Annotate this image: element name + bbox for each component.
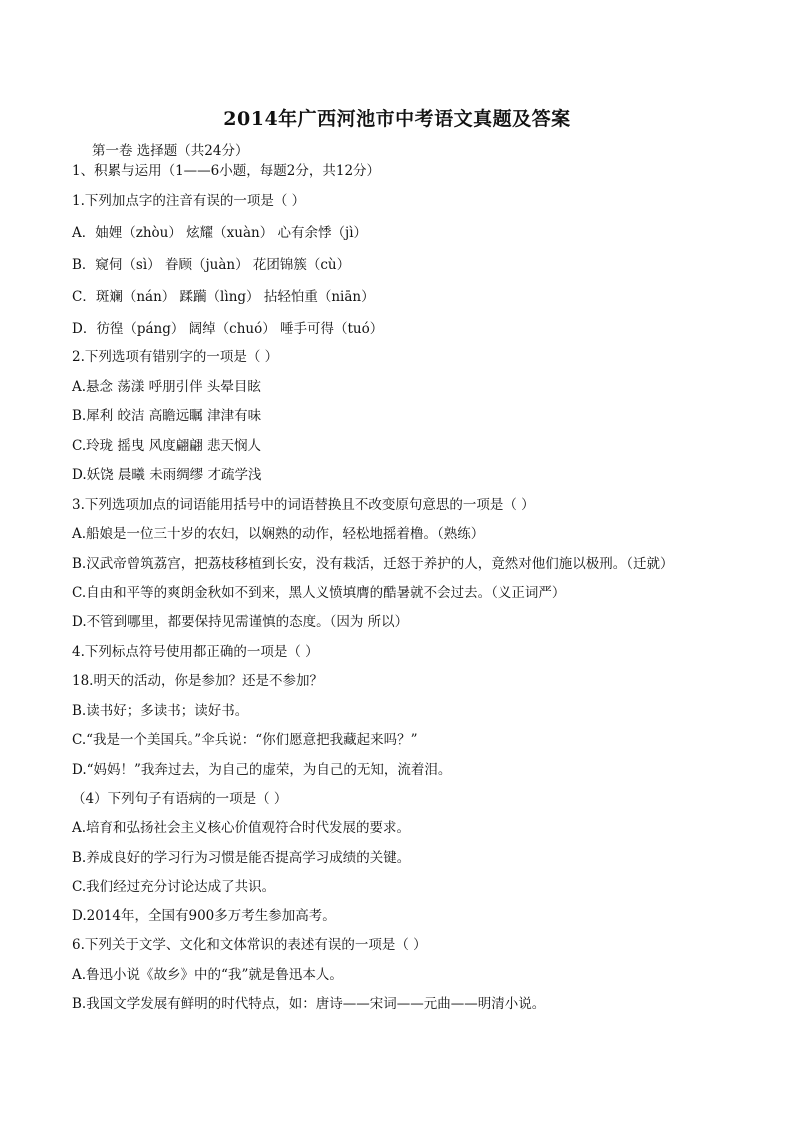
question-1-option-b: B．窥伺（sì） 眷顾（juàn） 花团锦簇（cù）	[72, 257, 351, 273]
question-2-option-d: D.妖饶 晨曦 未雨绸缪 才疏学浅	[72, 467, 262, 483]
question-3-option-b: B.汉武帝曾筑荔宫，把荔枝移植到长安，没有栽活，迁怒于养护的人，竟然对他们施以极刑。（迁就）	[72, 556, 674, 572]
document-title: 2014年广西河池市中考语文真题及答案	[223, 108, 571, 130]
question-1-option-a: A．妯娌（zhòu） 炫耀（xuàn） 心有余悸（jì）	[72, 225, 368, 241]
question-6-option-a: A.鲁迅小说《故乡》中的“我”就是鲁迅本人。	[72, 967, 343, 983]
question-3-option-d: D.不管到哪里，都要保持见需谨慎的态度。（因为 所以）	[72, 614, 409, 630]
question-3: 3.下列选项加点的词语能用括号中的词语替换且不改变原句意思的一项是（ ）	[72, 497, 535, 513]
question-4-option-d: D.“妈妈！”我奔过去，为自己的虚荣，为自己的无知，流着泪。	[72, 762, 452, 778]
question-5: （4）下列句子有语病的一项是（ ）	[72, 791, 288, 807]
question-5-option-b: B.养成良好的学习行为习惯是能否提高学习成绩的关键。	[72, 850, 411, 866]
question-5-option-c: C.我们经过充分讨论达成了共识。	[72, 879, 276, 895]
question-1-option-c: C．斑斓（nán） 蹂躏（lìng） 拈轻怕重（niān）	[72, 289, 375, 305]
question-2-option-c: C.玲珑 摇曳 风度翩翩 悲天悯人	[72, 438, 262, 454]
question-2-option-b: B.犀利 皎洁 高瞻远瞩 津津有味	[72, 408, 262, 424]
question-6: 6.下列关于文学、文化和文体常识的表述有误的一项是（ ）	[72, 937, 427, 953]
question-1: 1.下列加点字的注音有误的一项是（ ）	[72, 193, 306, 209]
question-5-option-a: A.培育和弘扬社会主义核心价值观符合时代发展的要求。	[72, 820, 411, 836]
question-3-option-a: A.船娘是一位三十岁的农妇，以娴熟的动作，轻松地摇着橹。（熟练）	[72, 526, 485, 542]
question-3-option-c: C.自由和平等的爽朗金秋如不到来，黑人义愤填膺的酷暑就不会过去。（义正词严）	[72, 585, 566, 601]
question-4-option-b: B.读书好；多读书；读好书。	[72, 703, 249, 719]
question-4: 4.下列标点符号使用都正确的一项是（ ）	[72, 644, 319, 660]
question-4-option-a: 18.明天的活动，你是参加？还是不参加？	[72, 673, 323, 689]
question-2: 2.下列选项有错别字的一项是（ ）	[72, 349, 279, 365]
question-1-option-d: D．彷徨（páng） 阔绰（chuó） 唾手可得（tuó）	[72, 321, 384, 337]
part-heading: 1、积累与运用（1——6小题，每题2分，共12分）	[72, 163, 381, 179]
section-heading: 第一卷 选择题（共24分）	[92, 143, 249, 159]
question-5-option-d: D.2014年，全国有900多万考生参加高考。	[72, 908, 336, 924]
question-6-option-b: B.我国文学发展有鲜明的时代特点，如：唐诗——宋词——元曲——明清小说。	[72, 996, 546, 1012]
question-4-option-c: C.“我是一个美国兵。”伞兵说：“你们愿意把我藏起来吗？”	[72, 732, 418, 748]
question-2-option-a: A.悬念 荡漾 呼朋引伴 头晕目眩	[72, 379, 261, 395]
